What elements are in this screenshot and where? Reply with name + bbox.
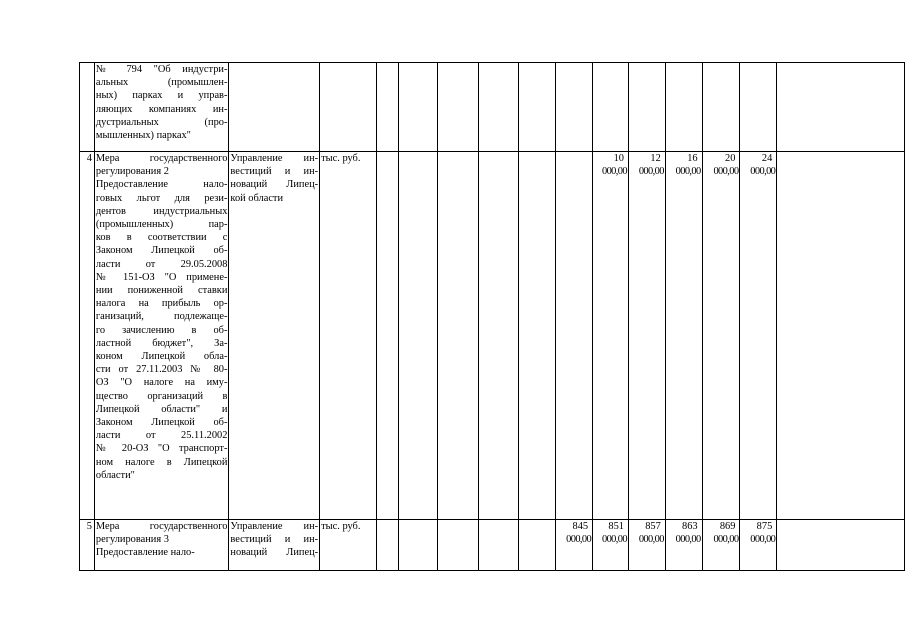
value-cell [665, 152, 702, 520]
empty-cell [438, 520, 478, 571]
value-cell [740, 520, 777, 571]
value-top: 845 [572, 521, 589, 532]
measure-text-line: сти от 27.11.2003 № 80- [95, 364, 228, 376]
value-cell [665, 63, 702, 152]
measure-text-line: альных (промышлен- [95, 77, 228, 89]
executor-text-line: вестиций и ин- [230, 166, 319, 178]
measure-text-line: нии пониженной ставки [95, 285, 228, 297]
value-bottom: 000,00 [713, 166, 739, 178]
value-cell [593, 63, 629, 152]
row-number-cell [80, 63, 95, 152]
measure-text-line: Мера государственного [95, 153, 228, 164]
row-number-cell: 4 [80, 152, 95, 520]
measure-text-line: регулирования 2 [95, 166, 169, 178]
measure-text-line: ном налоге в Липецкой [95, 456, 228, 468]
measure-text-line: № 20-ОЗ "О транспорт- [95, 443, 228, 455]
executor-text-line: Управление ин- [230, 153, 319, 164]
value-top: 875 [756, 521, 773, 532]
value-cell [740, 152, 777, 520]
table-row [80, 520, 905, 571]
empty-cell [777, 152, 905, 520]
measure-description-cell [94, 63, 229, 152]
measure-description-cell [94, 520, 229, 571]
measure-text-line: мышленных) парках" [95, 130, 191, 142]
empty-cell [777, 520, 905, 571]
unit-cell: тыс. руб. [320, 520, 377, 571]
executor-text-line: кой области [230, 192, 284, 204]
measure-text-line: Законом Липецкой об- [95, 245, 228, 257]
executor-text-line: вестиций и ин- [230, 534, 319, 546]
empty-cell [399, 63, 438, 152]
executor-text-line: новаций Липец- [230, 547, 319, 559]
value-bottom: 000,00 [601, 534, 627, 546]
value-cell [593, 152, 629, 520]
measure-description-cell [94, 152, 229, 520]
empty-cell [777, 63, 905, 152]
empty-cell [478, 63, 518, 152]
measure-text-line: ков в соответствии с [95, 232, 228, 244]
responsible-executor-cell [229, 152, 320, 520]
measure-text-line: (промышленных) пар- [95, 219, 228, 231]
value-bottom: 000,00 [638, 534, 664, 546]
measure-text-line: Предоставление нало- [95, 179, 228, 191]
empty-cell [399, 520, 438, 571]
value-cell [593, 520, 629, 571]
executor-text-line: новаций Липец- [230, 179, 319, 191]
value-cell [702, 520, 740, 571]
value-bottom: 000,00 [675, 534, 701, 546]
measure-text-line: Предоставление нало- [95, 547, 195, 559]
empty-cell [518, 520, 555, 571]
empty-cell [478, 520, 518, 571]
value-cell [702, 152, 740, 520]
value-bottom: 000,00 [675, 166, 701, 178]
value-top: 851 [608, 521, 624, 532]
measure-text-line: Законом Липецкой об- [95, 417, 228, 429]
value-bottom: 000,00 [750, 534, 776, 546]
measure-text-line: ных) парках и управ- [95, 90, 228, 102]
measure-text-line: ляющих компаниях ин- [95, 103, 228, 115]
table-row [80, 152, 905, 520]
value-bottom: 000,00 [638, 166, 664, 178]
empty-cell [377, 152, 399, 520]
measure-text-line: дентов индустриальных [95, 205, 228, 217]
table-row [80, 63, 905, 152]
value-bottom: 000,00 [601, 166, 627, 178]
measure-text-line: ганизаций, подлежаще- [95, 311, 228, 323]
measure-text-line: Липецкой области" и [95, 403, 228, 415]
program-measures-table [79, 62, 905, 571]
empty-cell [518, 63, 555, 152]
empty-cell [377, 63, 399, 152]
value-cell [628, 520, 665, 571]
value-top: 12 [650, 153, 661, 164]
measure-text-line: ластной бюджет", За- [95, 337, 228, 349]
measure-text-line: № 151-ОЗ "О примене- [95, 271, 228, 283]
measure-text-line: Мера государственного [95, 521, 228, 532]
value-top: 857 [645, 521, 661, 532]
responsible-executor-cell [229, 520, 320, 571]
measure-text-line: ОЗ "О налоге на иму- [95, 377, 228, 389]
measure-text-line: коном Липецкой обла- [95, 351, 228, 363]
measure-text-line: области" [95, 469, 135, 481]
measure-text-line: налога на прибыль ор- [95, 298, 228, 310]
measure-text-line: ласти от 25.11.2002 [95, 430, 228, 442]
empty-cell [399, 152, 438, 520]
value-cell [628, 63, 665, 152]
empty-cell [377, 520, 399, 571]
measure-text-line: говых льгот для рези- [95, 192, 228, 204]
value-cell [556, 152, 593, 520]
value-cell [740, 63, 777, 152]
measure-text-line: дустриальных (про- [95, 116, 228, 128]
measure-text-line: щество организаций в [95, 390, 228, 402]
unit-cell: тыс. руб. [320, 152, 377, 520]
responsible-executor-cell [229, 63, 320, 152]
value-top: 20 [725, 153, 736, 164]
value-top: 24 [761, 153, 773, 164]
empty-cell [518, 152, 555, 520]
row-number-cell: 5 [80, 520, 95, 571]
measure-text-line: № 794 "Об индустри- [95, 64, 228, 75]
empty-cell [438, 152, 478, 520]
value-bottom: 000,00 [566, 534, 592, 546]
measure-text-line: регулирования 3 [95, 534, 169, 546]
value-cell [628, 152, 665, 520]
value-cell [556, 520, 593, 571]
value-top: 863 [682, 521, 698, 532]
empty-cell [478, 152, 518, 520]
value-top: 16 [687, 153, 698, 164]
executor-text-line: Управление ин- [230, 521, 319, 532]
value-cell [665, 520, 702, 571]
value-bottom: 000,00 [713, 534, 739, 546]
empty-cell [438, 63, 478, 152]
value-bottom: 000,00 [750, 166, 776, 178]
value-cell [556, 63, 593, 152]
measure-text-line: ласти от 29.05.2008 [95, 258, 228, 270]
measure-text-line: го зачислению в об- [95, 324, 228, 336]
value-top: 10 [613, 153, 624, 164]
value-cell [702, 63, 740, 152]
unit-cell [320, 63, 377, 152]
value-top: 869 [719, 521, 736, 532]
